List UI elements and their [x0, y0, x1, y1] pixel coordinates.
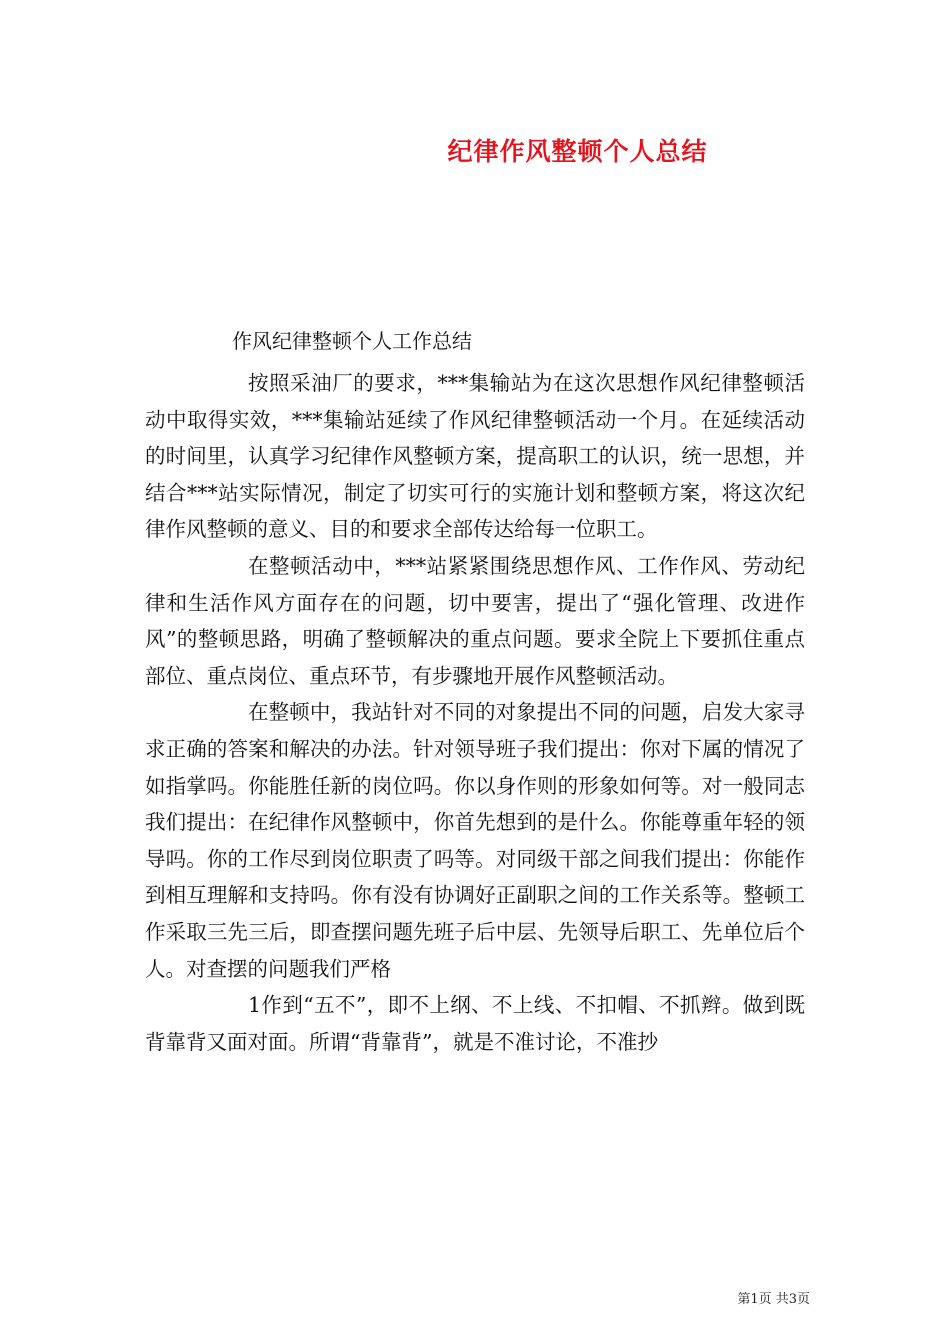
paragraph: 1作到“五不”，即不上纲、不上线、不扣帽、不抓辫。做到既背靠背又面对面。所谓“背靠背”，就是不准讨论，不准抄 [145, 993, 805, 1054]
document-title [0, 132, 950, 168]
document-body [145, 365, 805, 1060]
document-subtitle: 作风纪律整顿个人工作总结 [232, 329, 472, 353]
paragraph: 在整顿活动中，***站紧紧围绕思想作风、工作作风、劳动纪律和生活作风方面存在的问题，切中要害，提出了“强化管理、改进作风”的整顿思路，明确了整顿解决的重点问题。要求全院上下要抓住重点部位、重点岗位、重点环节，有步骤地开展作风整顿活动。 [145, 553, 805, 688]
page-number-footer: 第1页 共3页 [737, 1292, 810, 1307]
document-title-text: 纪律作风整顿个人总结 [447, 137, 708, 166]
paragraph: 在整顿中，我站针对不同的对象提出不同的问题，启发大家寻求正确的答案和解决的办法。针对领导班子我们提出：你对下属的情况了如指掌吗。你能胜任新的岗位吗。你以身作则的形象如何等。对一般同志我们提出：在纪律作风整顿中，你首先想到的是什么。你能尊重年轻的领导吗。你的工作尽到岗位职责了吗等。对同级干部之间我们提出：你能作到相互理解和支持吗。你有没有协调好正副职之间的工作关系等。整顿工作采取三先三后，即查摆问题先班子后中层、先领导后职工、先单位后个人。对查摆的问题我们严格 [145, 700, 805, 981]
paragraph: 按照采油厂的要求，***集输站为在这次思想作风纪律整顿活动中取得实效，***集输站延续了作风纪律整顿活动一个月。在延续活动的时间里，认真学习纪律作风整顿方案，提高职工的认识，统一思想，并结合***站实际情况，制定了切实可行的实施计划和整顿方案，将这次纪律作风整顿的意义、目的和要求全部传达给每一位职工。 [145, 371, 805, 542]
